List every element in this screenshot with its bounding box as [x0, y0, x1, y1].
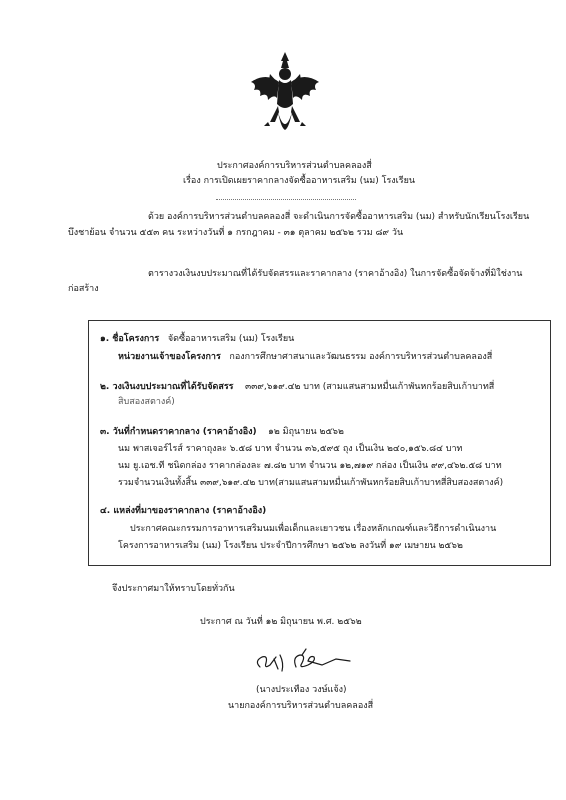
table-intro-line-2: ก่อสร้าง: [68, 284, 99, 294]
announcement-date: ประกาศ ณ วันที่ ๑๒ มิถุนายน พ.ศ. ๒๕๖๒: [200, 617, 362, 627]
budget-label: ๒. วงเงินงบประมาณที่ได้รับจัดสรร: [100, 382, 234, 392]
signer-name: (นางประเทือง วงษ์แจ้ง): [256, 685, 347, 695]
signer-position: นายกองค์การบริหารส่วนตำบลคลองสี่: [228, 701, 374, 711]
pasteurized-milk-line: นม พาสเจอร์ไรส์ ราคาถุงละ ๖.๕๘ บาท จำนวน ๓๖,๕๙๕ ถุง เป็นเงิน ๒๔๐,๑๕๖.๘๔ บาท: [118, 444, 463, 454]
price-source-label: ๔. แหล่งที่มาของราคากลาง (ราคาอ้างอิง): [100, 506, 267, 516]
closing-notice: จึงประกาศมาให้ทราบโดยทั่วกัน: [112, 584, 235, 594]
uht-milk-line: นม ยู.เอช.ที ชนิดกล่อง ราคากล่องละ ๗.๘๒ บาท จำนวน ๑๒,๗๑๙ กล่อง เป็นเงิน ๙๙,๔๖๒.๕๘ บาท: [118, 461, 502, 471]
intro-line-2: บึงชาย้อน จำนวน ๕๕๓ คน ระหว่างวันที่ ๑ กรกฎาคม - ๓๑ ตุลาคม ๒๕๖๒ รวม ๘๙ วัน: [68, 228, 404, 238]
budget-value: ๓๓๙,๖๑๙.๔๒ บาท (สามแสนสามหมื่นเก้าพันหกร้อยสิบเก้าบาทสี่: [245, 382, 495, 392]
announcement-title: ประกาศองค์การบริหารส่วนตำบลคลองสี่: [217, 161, 372, 171]
header-divider: [216, 199, 356, 200]
project-name-label: ๑. ชื่อโครงการ: [100, 334, 160, 344]
project-agency-row: [118, 351, 492, 363]
project-name-value: จัดซื้ออาหารเสริม (นม) โรงเรียน: [167, 334, 295, 344]
intro-line-1: ด้วย องค์การบริหารส่วนตำบลคลองสี่ จะดำเนินการจัดซื้ออาหารเสริม (นม) สำหรับนักเรียนโรงเรียน: [148, 212, 530, 222]
budget-row: [100, 381, 494, 393]
garuda-emblem-icon: [248, 52, 322, 140]
price-date-row: [100, 426, 344, 438]
price-source-line-2: โครงการอาหารเสริม (นม) โรงเรียน ประจำปีการศึกษา ๒๕๖๒ ลงวันที่ ๑๙ เมษายน ๒๕๖๒: [118, 541, 463, 551]
project-name-row: [100, 333, 294, 345]
project-agency-value: กองการศึกษาศาสนาและวัฒนธรรม องค์การบริหารส่วนตำบลคลองสี่: [229, 352, 493, 362]
price-date-label: ๓. วันที่กำหนดราคากลาง (ราคาอ้างอิง): [100, 427, 257, 437]
signature-icon: [252, 647, 360, 677]
total-amount-line: รวมจำนวนเงินทั้งสิ้น ๓๓๙,๖๑๙.๔๒ บาท(สามแสนสามหมื่นเก้าพันหกร้อยสิบเก้าบาทสี่สิบสองสตางค์): [118, 478, 504, 488]
table-intro-line-1: ตารางวงเงินงบประมาณที่ได้รับจัดสรรและราคากลาง (ราคาอ้างอิง) ในการจัดซื้อจัดจ้างที่มิใช่งาน: [148, 269, 523, 279]
project-agency-label: หน่วยงานเจ้าของโครงการ: [118, 352, 221, 362]
price-source-line-1: ประกาศคณะกรรมการอาหารเสริมนมเพื่อเด็กและเยาวชน เรื่องหลักเกณฑ์และวิธีการดำเนินงาน: [130, 524, 497, 534]
announcement-subject: เรื่อง การเปิดเผยราคากลางจัดซื้ออาหารเสริม (นม) โรงเรียน: [183, 176, 416, 186]
price-date-value: ๑๒ มิถุนายน ๒๕๖๒: [268, 427, 344, 437]
budget-value-continued: สิบสองสตางค์): [118, 397, 175, 407]
